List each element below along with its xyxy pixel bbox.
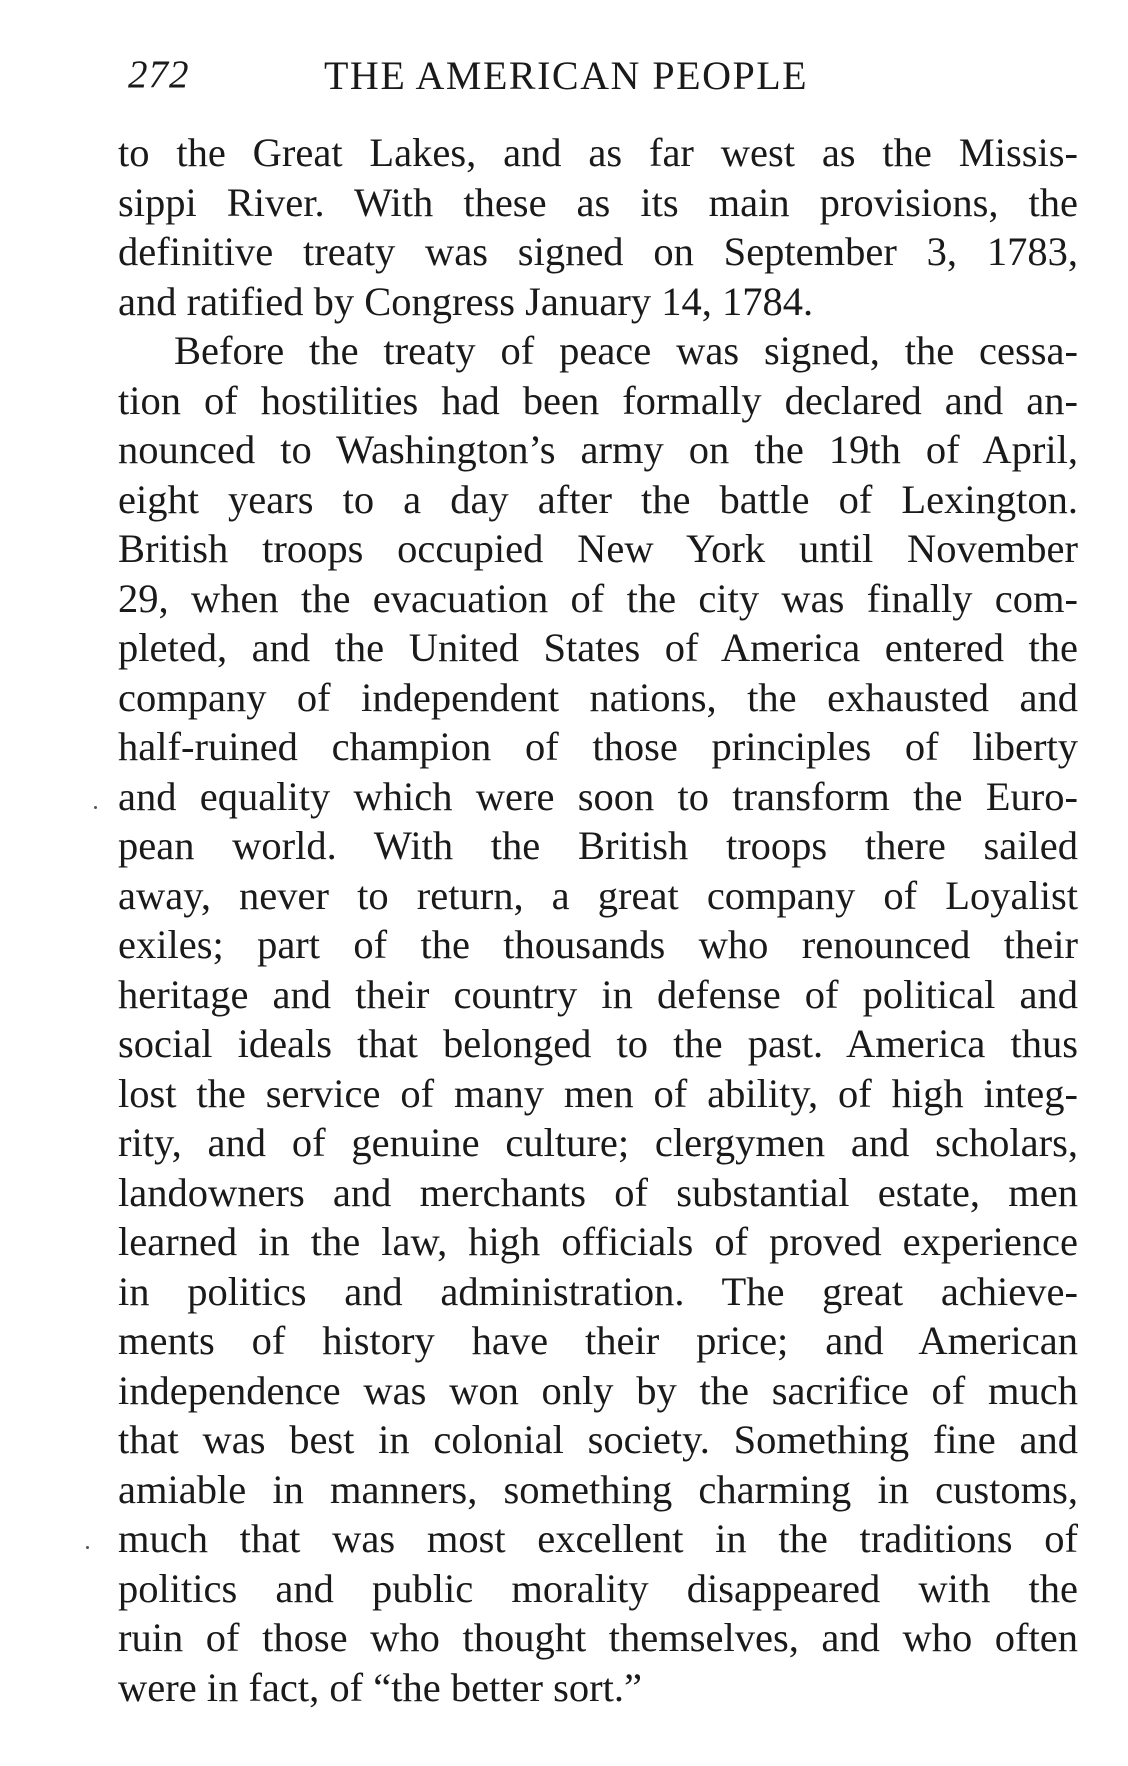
text-line: landowners and merchants of substantial estate, men [118,1169,1078,1215]
text-line: that was best in colonial society. Something fine and [118,1417,1078,1462]
text-line: definitive treaty was signed on September 3, 1783, [118,229,1078,274]
running-head [128,52,908,108]
text-line: amiable in manners, something charming in customs, [118,1466,1078,1512]
text-line: much that was most excellent in the traditions of [118,1516,1078,1561]
text-line: ments of history have their price; and American [118,1318,1078,1363]
text-line: eight years to a day after the battle of Lexington. [118,476,1078,522]
running-title: THE AMERICAN PEOPLE [324,53,809,98]
text-line: 29, when the evacuation of the city was finally com- [118,575,1078,621]
paragraph-1 [118,128,1078,326]
scan-speck [94,806,97,809]
text-line: and ratified by Congress January 14, 1784. [118,278,814,324]
text-line: Before the treaty of peace was signed, the cessa- [174,328,1078,373]
text-line: politics and public morality disappeared with the [118,1565,1078,1611]
text-line: sippi River. With these as its main provisions, the [118,179,1078,225]
text-line: pean world. With the British troops there sailed [118,823,1078,868]
text-line: lost the service of many men of ability, of high integ- [118,1070,1078,1116]
text-line: to the Great Lakes, and as far west as the Missis- [118,130,1078,175]
text-line: nounced to Washington’s army on the 19th of April, [118,427,1078,472]
text-line: pleted, and the United States of America entered the [118,625,1078,670]
body-text [118,128,1078,1712]
text-line: British troops occupied New York until November [118,526,1078,571]
text-line: heritage and their country in defense of political and [118,971,1078,1017]
text-line: half-ruined champion of those principles of liberty [118,724,1078,769]
paragraph-2 [118,326,1078,1712]
scan-speck [86,1546,89,1549]
text-line: in politics and administration. The great achieve- [118,1268,1078,1314]
text-line: rity, and of genuine culture; clergymen and scholars, [118,1120,1078,1165]
text-line: and equality which were soon to transform the Euro- [118,773,1078,819]
text-line: learned in the law, high officials of proved experience [118,1219,1078,1264]
text-line: tion of hostilities had been formally declared and an- [118,377,1078,423]
page-number: 272 [128,53,190,96]
text-line: independence was won only by the sacrifice of much [118,1367,1078,1413]
text-line: were in fact, of “the better sort.” [118,1664,642,1710]
text-line: social ideals that belonged to the past. America thus [118,1021,1078,1066]
text-line: away, never to return, a great company of Loyalist [118,872,1078,918]
text-line: exiles; part of the thousands who renounced their [118,922,1078,967]
text-line: company of independent nations, the exhausted and [118,674,1078,720]
text-line: ruin of those who thought themselves, and who often [118,1615,1078,1660]
